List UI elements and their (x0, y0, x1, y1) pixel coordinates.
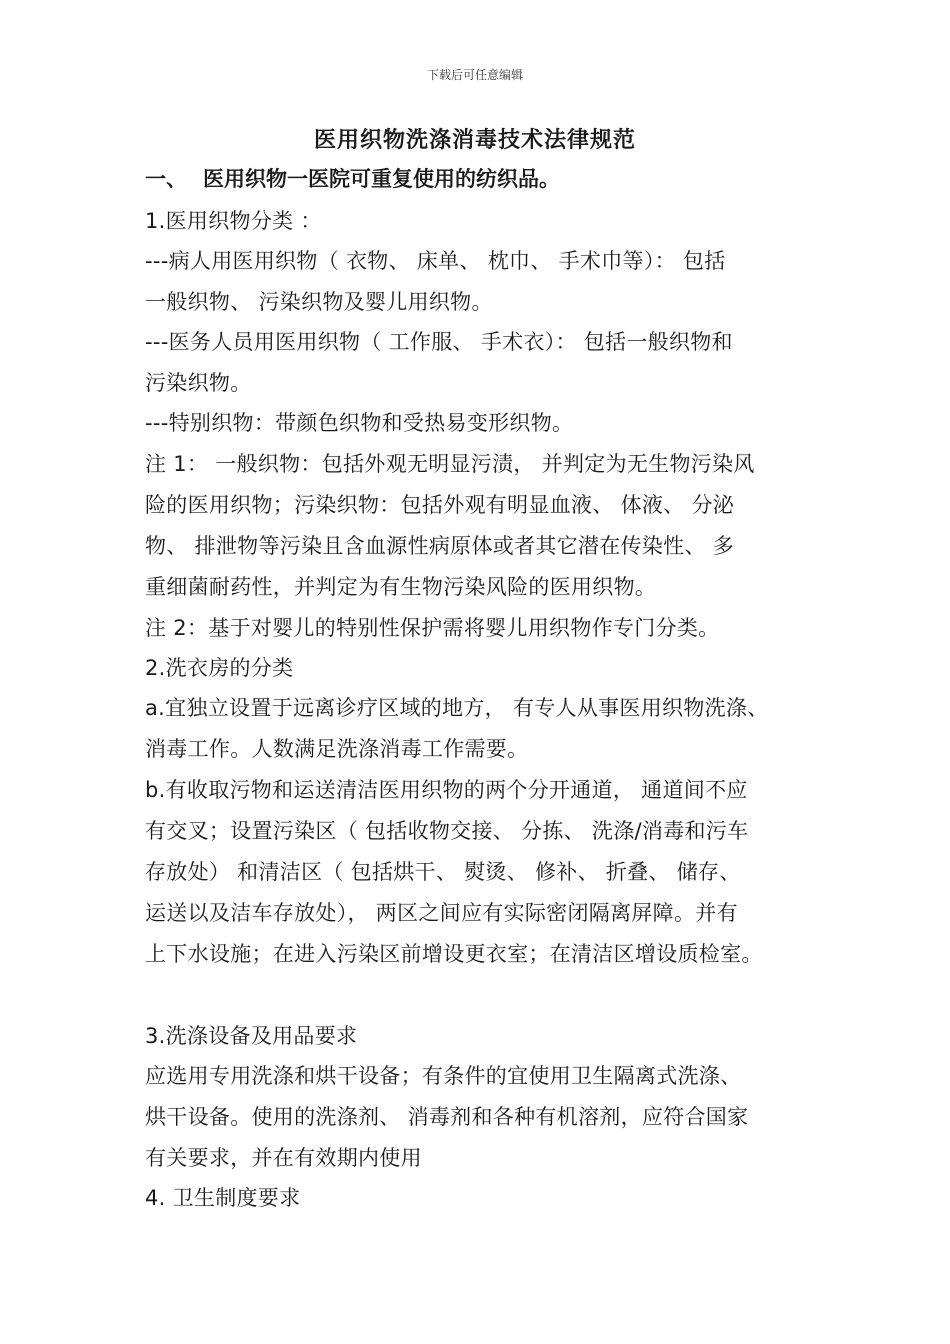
body-line: 3.洗涤设备及用品要求 (145, 1024, 358, 1048)
body-line: ---医务人员用医用织物（ 工作服、 手术衣）： 包括一般织物和 (145, 330, 733, 354)
body-line: 污染织物。 (145, 371, 252, 395)
body-line: 注 1： 一般织物：包括外观无明显污渍， 并判定为无生物污染风 (145, 452, 755, 476)
body-line: 2.洗衣房的分类 (145, 656, 294, 680)
body-line: 重细菌耐药性，并判定为有生物污染风险的医用织物。 (145, 575, 657, 599)
body-line: 险的医用织物；污染织物：包括外观有明显血液、 体液、 分泌 (145, 493, 735, 517)
body-line: 有关要求，并在有效期内使用 (145, 1146, 422, 1170)
body-line: 物、 排泄物等污染且含血源性病原体或者其它潜在传染性、 多 (145, 534, 735, 558)
body-line: ---特别织物：带颜色织物和受热易变形织物。 (145, 411, 574, 435)
section-heading (145, 163, 560, 193)
body-line: 运送以及洁车存放处）， 两区之间应有实际密闭隔离屏障。并有 (145, 901, 738, 925)
body-line: 消毒工作。人数满足洗涤消毒工作需要。 (145, 737, 529, 761)
body-line: a.宜独立设置于远离诊疗区域的地方， 有专人从事医用织物洗涤、 (145, 696, 769, 720)
section-number: 一、 (145, 167, 187, 191)
body-line: 有交叉；设置污染区（ 包括收物交接、 分拣、 洗涤/消毒和污车 (145, 819, 749, 843)
body-line: 4. 卫生制度要求 (145, 1186, 301, 1210)
body-line: ---病人用医用织物（ 衣物、 床单、 枕巾、 手术巾等）： 包括 (145, 249, 726, 273)
body-line: 一般织物、 污染织物及婴儿用织物。 (145, 290, 493, 314)
body-line: b.有收取污物和运送清洁医用织物的两个分开通道， 通道间不应 (145, 778, 748, 802)
body-line: 烘干设备。使用的洗涤剂、 消毒剂和各种有机溶剂，应符合国家 (145, 1105, 749, 1129)
body-line: 1.医用织物分类 ： (145, 209, 322, 233)
body-line: 存放处） 和清洁区（ 包括烘干、 熨烫、 修补、 折叠、 储存、 (145, 860, 741, 884)
body-line: 上下水设施；在进入污染区前增设更衣室；在清洁区增设质检室。 (145, 942, 763, 966)
body-line: 应选用专用洗涤和烘干设备；有条件的宜使用卫生隔离式洗涤、 (145, 1064, 742, 1088)
section-heading-text: 医用织物一医院可重复使用的纺织品。 (203, 167, 560, 191)
document-title: 医用织物洗涤消毒技术法律规范 (313, 128, 636, 153)
body-line: 注 2：基于对婴儿的特别性保护需将婴儿用织物作专门分类。 (145, 616, 720, 640)
page-header: 下载后可任意编辑 (426, 68, 523, 82)
